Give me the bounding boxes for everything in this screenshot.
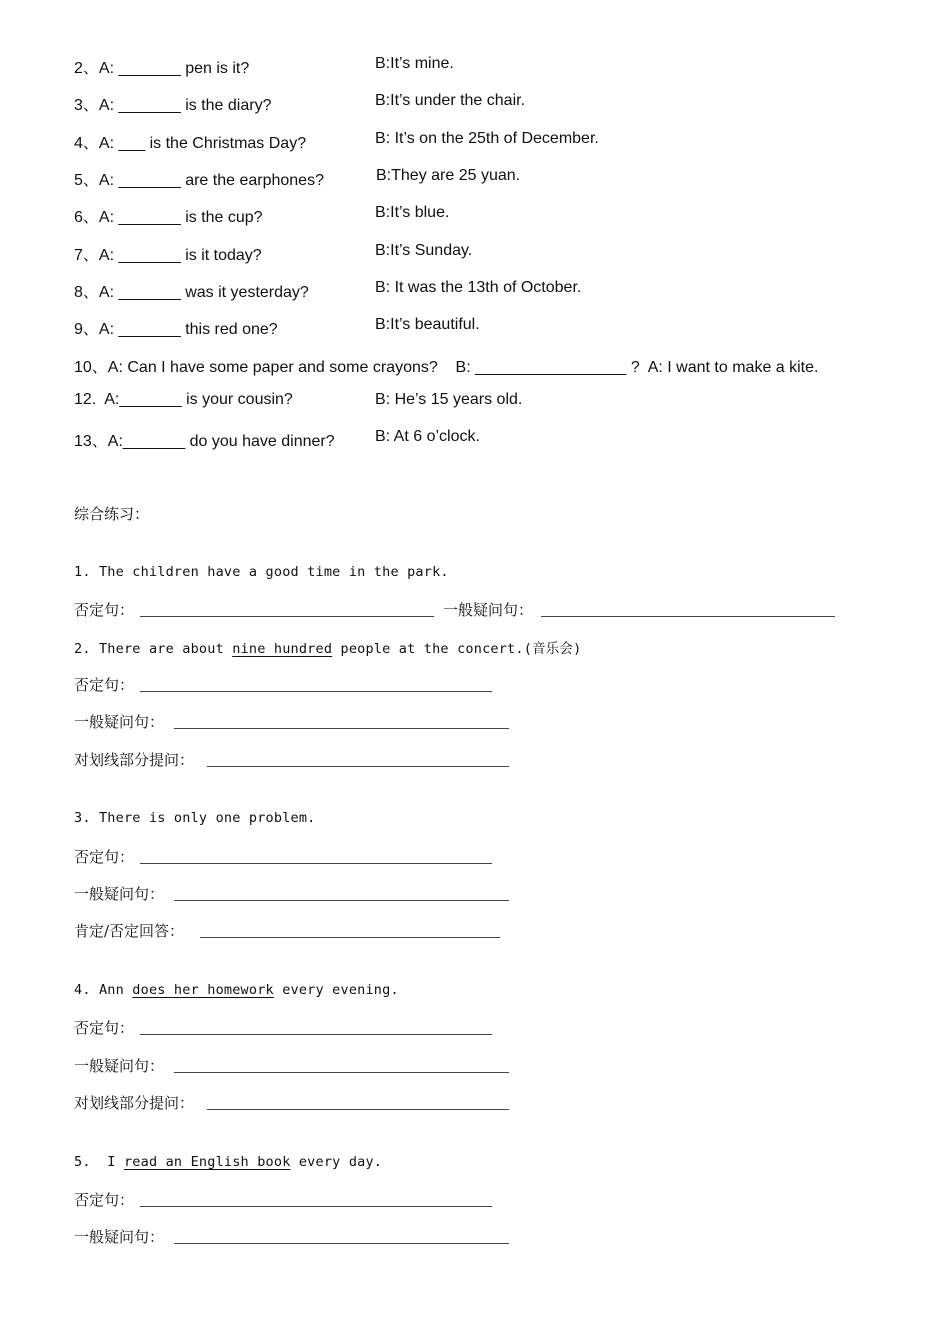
- dialogue-2-answer: B:It’s mine.: [375, 55, 454, 72]
- exercise-5-underlined-part: read an English book: [123, 1154, 291, 1170]
- exercise-3-question-label: 一般疑问句：: [74, 885, 165, 903]
- exercise-4-underlined-part: does her homework: [132, 982, 274, 998]
- dialogue-8-question: 8、A: _______ was it yesterday?: [74, 284, 309, 301]
- exercise-4-sentence-end: every evening.: [273, 982, 399, 998]
- dialogue-13-answer: B: At 6 o’clock.: [375, 428, 480, 445]
- dialogue-5-answer: B:They are 25 yuan.: [376, 167, 521, 184]
- dialogue-12-question: 12. A:_______ is your cousin?: [74, 391, 293, 408]
- dialogue-6-question: 6、A: _______ is the cup?: [74, 209, 263, 226]
- dialogue-10: 10、A: Can I have some paper and some crayons? B: _________________ ? A: I want to make a kite.: [74, 359, 819, 376]
- exercise-4-question-label: 一般疑问句：: [74, 1057, 165, 1075]
- section-title: 综合练习：: [74, 505, 150, 523]
- exercise-3-negative-answer-line[interactable]: [140, 863, 492, 864]
- dialogue-12-answer: B: He’s 15 years old.: [375, 391, 523, 408]
- exercise-3-sentence: 3. There is only one problem.: [74, 810, 316, 826]
- exercise-3-yes-no-answer-line[interactable]: [200, 937, 500, 938]
- exercise-5-negative-label: 否定句：: [74, 1191, 135, 1209]
- exercise-2-question-label: 一般疑问句：: [74, 713, 165, 731]
- dialogue-3-answer: B:It’s under the chair.: [375, 92, 526, 109]
- exercise-4-negative-label: 否定句：: [74, 1019, 135, 1037]
- dialogue-5-question: 5、A: _______ are the earphones?: [74, 172, 324, 189]
- exercise-2-wh-label: 对划线部分提问：: [74, 751, 195, 769]
- exercise-4-sentence: [74, 981, 399, 999]
- exercise-5-negative-answer-line[interactable]: [140, 1206, 492, 1207]
- exercise-2-sentence: [74, 637, 581, 658]
- exercise-5-sentence: [74, 1153, 382, 1171]
- exercise-5-sentence-start: 5. I: [74, 1154, 124, 1170]
- exercise-1-question-label: 一般疑问句：: [443, 601, 534, 619]
- exercise-4-wh-answer-line[interactable]: [207, 1109, 509, 1110]
- exercise-2-negative-answer-line[interactable]: [140, 691, 492, 692]
- exercise-1-negative-answer-line[interactable]: [140, 616, 434, 617]
- dialogue-7-question: 7、A: _______ is it today?: [74, 247, 262, 264]
- exercise-1-negative-label: 否定句：: [74, 601, 135, 619]
- exercise-4-wh-label: 对划线部分提问：: [74, 1094, 195, 1112]
- dialogue-8-answer: B: It was the 13th of October.: [375, 279, 582, 296]
- dialogue-13-question: 13、A:_______ do you have dinner?: [74, 433, 335, 450]
- exercise-2-negative-label: 否定句：: [74, 676, 135, 694]
- exercise-5-sentence-end: every day.: [290, 1154, 383, 1170]
- exercise-1-sentence: 1. The children have a good time in the park.: [74, 564, 449, 580]
- dialogue-9-question: 9、A: _______ this red one?: [74, 321, 278, 338]
- exercise-2-sentence-end: people at the concert.(音乐会): [332, 641, 582, 657]
- exercise-2-wh-answer-line[interactable]: [207, 766, 509, 767]
- exercise-2-underlined-part: nine hundred: [232, 641, 333, 657]
- dialogue-4-question: 4、A: ___ is the Christmas Day?: [74, 135, 307, 152]
- exercise-5-question-label: 一般疑问句：: [74, 1228, 165, 1246]
- dialogue-3-question: 3、A: _______ is the diary?: [74, 97, 272, 114]
- exercise-4-sentence-start: 4. Ann: [74, 982, 133, 998]
- dialogue-4-answer: B: It’s on the 25th of December.: [375, 130, 599, 147]
- exercise-1-question-answer-line[interactable]: [541, 616, 835, 617]
- dialogue-7-answer: B:It’s Sunday.: [375, 242, 473, 259]
- exercise-3-question-answer-line[interactable]: [174, 900, 509, 901]
- exercise-5-question-answer-line[interactable]: [174, 1243, 509, 1244]
- dialogue-6-answer: B:It’s blue.: [375, 204, 450, 221]
- dialogue-9-answer: B:It’s beautiful.: [375, 316, 480, 333]
- exercise-4-negative-answer-line[interactable]: [140, 1034, 492, 1035]
- exercise-3-answer-label: 肯定/否定回答：: [74, 922, 185, 940]
- exercise-2-sentence-start: 2. There are about: [74, 641, 233, 657]
- exercise-2-question-answer-line[interactable]: [174, 728, 509, 729]
- exercise-4-question-answer-line[interactable]: [174, 1072, 509, 1073]
- dialogue-2-question: 2、A: _______ pen is it?: [74, 60, 250, 77]
- exercise-3-negative-label: 否定句：: [74, 848, 135, 866]
